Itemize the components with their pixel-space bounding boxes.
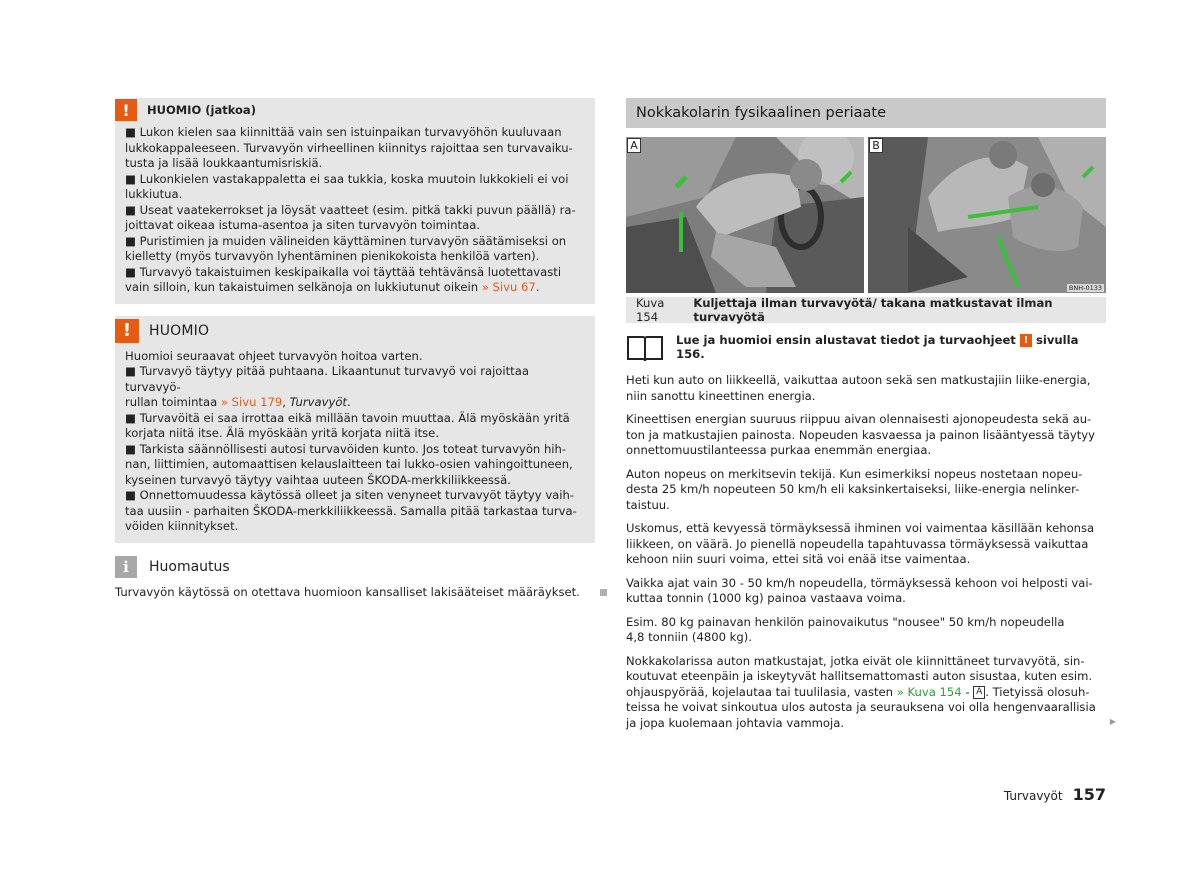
rear-passenger-crash-illustration — [868, 137, 1106, 293]
text-line: Heti kun auto on liikkeellä, vaikuttaa autoon sekä sen matkustajiin liike-energia, — [626, 373, 1091, 387]
text-line: Esim. 80 kg painavan henkilön painovaikutus "nousee" 50 km/h nopeudella — [626, 614, 1065, 629]
italic-ref: Turvavyöt — [289, 395, 347, 409]
text-line: Auton nopeus on merkitsevin tekijä. Kun esimerkiksi nopeus nostetaan nopeu- — [626, 466, 1083, 481]
warning-box — [115, 316, 595, 543]
text-line: teissa he voivat sinkoutua ulos autosta ja seurauksena voi olla hengenvaarallisia — [626, 700, 1096, 714]
text-line: ja jopa kuolemaan johtavia vammoja. — [626, 715, 845, 730]
text-line: kehoon niin suuri voima, ettei sitä voi enää itse vaimentaa. — [626, 552, 971, 566]
note-box — [115, 555, 595, 601]
warning-continued-title: HUOMIO (jatkoa) — [147, 103, 256, 117]
warning-icon: ! — [1020, 334, 1032, 347]
paragraph — [626, 373, 1106, 404]
text-span: . — [346, 395, 351, 409]
text-line — [125, 395, 585, 411]
text-span: , — [282, 395, 290, 409]
text-line: kyseinen turvavyö täytyy vaihtaa uuteen ŠKODA-merkkiliikkeessä. — [125, 472, 511, 487]
figure-caption — [626, 297, 1106, 323]
note-text — [115, 585, 595, 601]
paragraph — [626, 615, 1106, 646]
footer-section: Turvavyöt — [1003, 789, 1063, 803]
text-line: ■ Lukon kielen saa kiinnittää vain sen istuinpaikan turvavyöhön kuuluvaan — [125, 125, 562, 139]
paragraph — [626, 576, 1106, 607]
text-line: 4,8 tonniin (4800 kg). — [626, 630, 752, 644]
text-line: Nokkakolarissa auton matkustajat, jotka eivät ole kiinnittäneet turvavyötä, sin- — [626, 653, 1085, 668]
text-span: - — [961, 684, 974, 699]
section-title: Nokkakolarin fysikaalinen periaate — [626, 98, 1106, 129]
left-column — [115, 98, 595, 600]
text-line: taa uusiin - parhaiten ŠKODA-merkkiliikkeessä. Samalla pitää tarkastaa turva- — [125, 503, 577, 518]
text-line: ■ Turvavöitä ei saa irrottaa eikä millään tavoin muuttaa. Älä myöskään yritä — [125, 410, 570, 425]
text-line: nan, liittimien, automaattisen kelauslaitteen tai lukko-osien vahingoittuneen, — [125, 457, 573, 471]
figure-154-link[interactable]: » Kuva 154 — [896, 684, 962, 699]
warning-icon: ! — [115, 319, 139, 343]
warning-icon: ! — [115, 99, 137, 121]
read-first-row — [626, 333, 1106, 363]
figure-label-a: A — [627, 138, 641, 153]
warning-title: HUOMIO — [149, 322, 210, 339]
paragraph — [626, 653, 1116, 732]
note-header — [115, 555, 595, 579]
page-number: 157 — [1072, 785, 1106, 804]
paragraph — [626, 467, 1106, 514]
end-square-icon — [600, 589, 607, 596]
note-text-content: Turvavyön käytössä on otettava huomioon kansalliset lakisääteiset määräykset. — [115, 584, 580, 599]
figure-code: BNH-0133 — [1068, 284, 1102, 292]
text-span: rullan toimintaa — [125, 395, 221, 409]
text-line: desta 25 km/h nopeuteen 50 km/h eli kaksinkertaiseksi, liike-energia nelinker- — [626, 482, 1080, 496]
caption-number: Kuva 154 — [636, 296, 665, 324]
right-column — [626, 98, 1116, 731]
text-line: koutuvat eteenpäin ja iskeytyvät hallitsemattomasti auton sisustaa, kuten esim. — [626, 669, 1093, 683]
text-line: Kineettisen energian suuruus riippuu aivan olennaisesti ajonopeudesta sekä au- — [626, 412, 1092, 426]
text-span: ohjauspyörää, kojelautaa tai tuulilasia, vasten — [626, 684, 897, 699]
text-line: joittavat oikeaa istuma-asentoa ja siten turvavyön toimintaa. — [125, 218, 480, 232]
text-line: Uskomus, että kevyessä törmäyksessä ihminen voi vaimentaa käsillään kehonsa — [626, 521, 1095, 535]
text-span: vain silloin, kun takaistuimen selkänoja on lukkiutunut oikein — [125, 280, 482, 294]
text-line: kuttaa tonnin (1000 kg) painoa vastaava voima. — [626, 591, 906, 605]
page-179-link[interactable]: » Sivu 179 — [220, 395, 283, 409]
warning-continued-box — [115, 98, 595, 304]
page-footer — [1004, 785, 1106, 804]
text-line: Huomioi seuraavat ohjeet turvavyön hoitoa varten. — [125, 348, 423, 363]
warning-continued-header — [115, 98, 595, 122]
figure-panel-a — [626, 137, 864, 293]
book-icon — [626, 333, 664, 363]
text-line: onnettomuustilanteessa purkaa enemmän energiaa. — [626, 443, 932, 457]
figure-panel-b — [868, 137, 1106, 293]
text-span: sivulla 156. — [676, 333, 1079, 361]
warning-body — [115, 346, 595, 543]
caption-text: Kuljettaja ilman turvavyötä/ takana matkustavat ilman turvavyötä — [693, 296, 1053, 324]
text-line: niin sanottu kineettinen energia. — [626, 388, 816, 403]
text-line: ■ Tarkista säännöllisesti autosi turvavöiden kunto. Jos toteat turvavyön hih- — [125, 441, 567, 456]
page-67-link[interactable]: » Sivu 67 — [481, 280, 536, 294]
text-span: . — [535, 280, 540, 294]
text-line: ■ Lukonkielen vastakappaletta ei saa tukkia, koska muutoin lukkokieli ei voi — [125, 171, 569, 186]
text-line: ■ Turvavyö takaistuimen keskipaikalla voi täyttää tehtävänsä luotettavasti — [125, 264, 562, 279]
text-line: ■ Turvavyö täytyy pitää puhtaana. Likaantunut turvavyö voi rajoittaa turvavyö- — [125, 364, 529, 394]
note-title: Huomautus — [149, 558, 230, 575]
text-line: Vaikka ajat vain 30 - 50 km/h nopeudella, törmäyksessä kehoon voi helposti vai- — [626, 575, 1093, 590]
warning-header — [115, 316, 595, 346]
driver-crash-illustration — [626, 137, 864, 293]
info-icon: i — [115, 556, 137, 578]
text-line: ■ Puristimien ja muiden välineiden käyttäminen turvavyön säätämiseksi on — [125, 233, 567, 248]
text-line: ■ Onnettomuudessa käytössä olleet ja siten venyneet turvavyöt täytyy vaih- — [125, 488, 575, 502]
text-line: kielletty (myös turvavyön lyhentäminen pienikokoista henkilöä varten). — [125, 249, 540, 263]
text-span: Lue ja huomioi ensin alustavat tiedot ja turvaohjeet — [676, 333, 1016, 347]
text-line: ■ Useat vaatekerrokset ja löysät vaatteet (esim. pitkä takki puvun päällä) ra- — [125, 202, 576, 217]
read-first-text — [676, 333, 1106, 361]
text-span: . Tietyissä olosuh- — [985, 684, 1090, 699]
text-line: ton ja matkustajien painosta. Nopeuden kasvaessa ja painon lisääntyessä täytyy — [626, 427, 1095, 442]
figure-ref-a: A — [973, 686, 985, 699]
text-line: lukkokappaleeseen. Turvavyön virheellinen kiinnitys rajoittaa sen turvavaiku- — [125, 140, 573, 155]
body-text — [626, 373, 1116, 731]
text-line: tusta ja lisää loukkaantumisriskiä. — [125, 156, 323, 170]
warning-continued-body — [115, 122, 595, 304]
paragraph — [626, 521, 1106, 568]
figure-label-b: B — [869, 138, 883, 153]
text-line: lukkiutua. — [125, 187, 183, 201]
text-line: taistuu. — [626, 497, 670, 512]
paragraph — [626, 412, 1106, 459]
text-line: liikkeen, on väärä. Jo pienellä nopeudella tapahtuvassa törmäyksessä vaikuttaa — [626, 536, 1089, 551]
figure-154 — [626, 137, 1106, 293]
text-line: korjata niitä itse. Älä myöskään yritä korjata niitä itse. — [125, 426, 439, 440]
text-line: vöiden kiinnitykset. — [125, 519, 239, 533]
text-line — [125, 280, 585, 296]
continue-arrow-icon: ▶ — [1109, 716, 1116, 726]
